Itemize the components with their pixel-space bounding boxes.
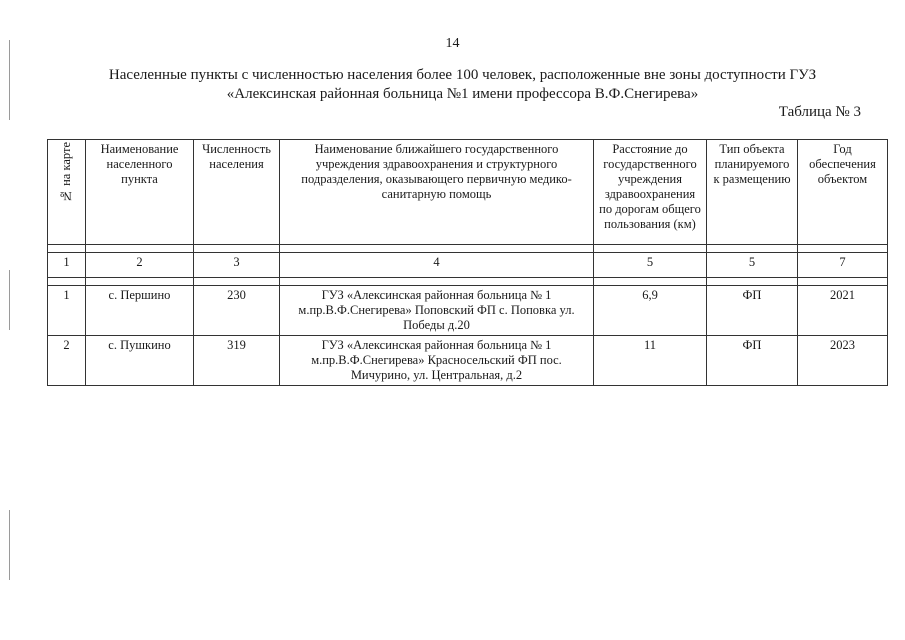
title-line-2: «Алексинская районная больница №1 имени профессора В.Ф.Снегирева»	[226, 86, 699, 102]
header-population: Численность населения	[194, 140, 280, 245]
cell-distance: 11	[594, 336, 707, 386]
cell-num: 1	[48, 286, 86, 336]
table-row	[48, 286, 888, 336]
cell-population: 230	[194, 286, 280, 336]
data-table	[47, 139, 888, 386]
left-margin-line	[9, 270, 10, 330]
numbers-separator	[48, 278, 888, 286]
cell-year: 2023	[798, 336, 888, 386]
column-number-row	[48, 253, 888, 278]
cell-institution: ГУЗ «Алексинская районная больница № 1 м.пр.В.Ф.Снегирева» Красносельский ФП пос. Мичурино, ул. Центральная, д.2	[280, 336, 594, 386]
cell-population: 319	[194, 336, 280, 386]
column-number: 4	[280, 253, 594, 278]
header-object-type: Тип объекта планируемого к размещению	[707, 140, 798, 245]
left-margin-line	[9, 40, 10, 120]
header-institution: Наименование ближайшего государственного учреждения здравоохранения и структурного подразделения, оказывающего первичную медико-санитарную помощь	[280, 140, 594, 245]
column-number: 5	[707, 253, 798, 278]
header-distance: Расстояние до государственного учреждения здравоохранения по дорогам общего пользования (км)	[594, 140, 707, 245]
left-margin-line	[9, 510, 10, 580]
cell-year: 2021	[798, 286, 888, 336]
cell-num: 2	[48, 336, 86, 386]
table-header-row	[48, 140, 888, 245]
cell-distance: 6,9	[594, 286, 707, 336]
cell-type: ФП	[707, 336, 798, 386]
cell-institution: ГУЗ «Алексинская районная больница № 1 м.пр.В.Ф.Снегирева» Поповский ФП с. Поповка ул. Победы д.20	[280, 286, 594, 336]
title-line-1: Населенные пункты с численностью населения более 100 человек, расположенные вне зоны доступности ГУЗ	[108, 67, 817, 83]
header-separator	[48, 245, 888, 253]
column-number: 3	[194, 253, 280, 278]
page-number: 14	[445, 36, 460, 51]
page-title	[60, 66, 865, 104]
table-row	[48, 336, 888, 386]
column-number: 1	[48, 253, 86, 278]
cell-settlement: с. Першино	[86, 286, 194, 336]
column-number: 2	[86, 253, 194, 278]
header-settlement: Наименование населенного пункта	[86, 140, 194, 245]
header-map-number: № на карте	[48, 140, 86, 245]
cell-settlement: с. Пушкино	[86, 336, 194, 386]
column-number: 5	[594, 253, 707, 278]
header-year: Год обеспечения объектом	[798, 140, 888, 245]
cell-type: ФП	[707, 286, 798, 336]
column-number: 7	[798, 253, 888, 278]
table-label: Таблица № 3	[778, 104, 861, 120]
